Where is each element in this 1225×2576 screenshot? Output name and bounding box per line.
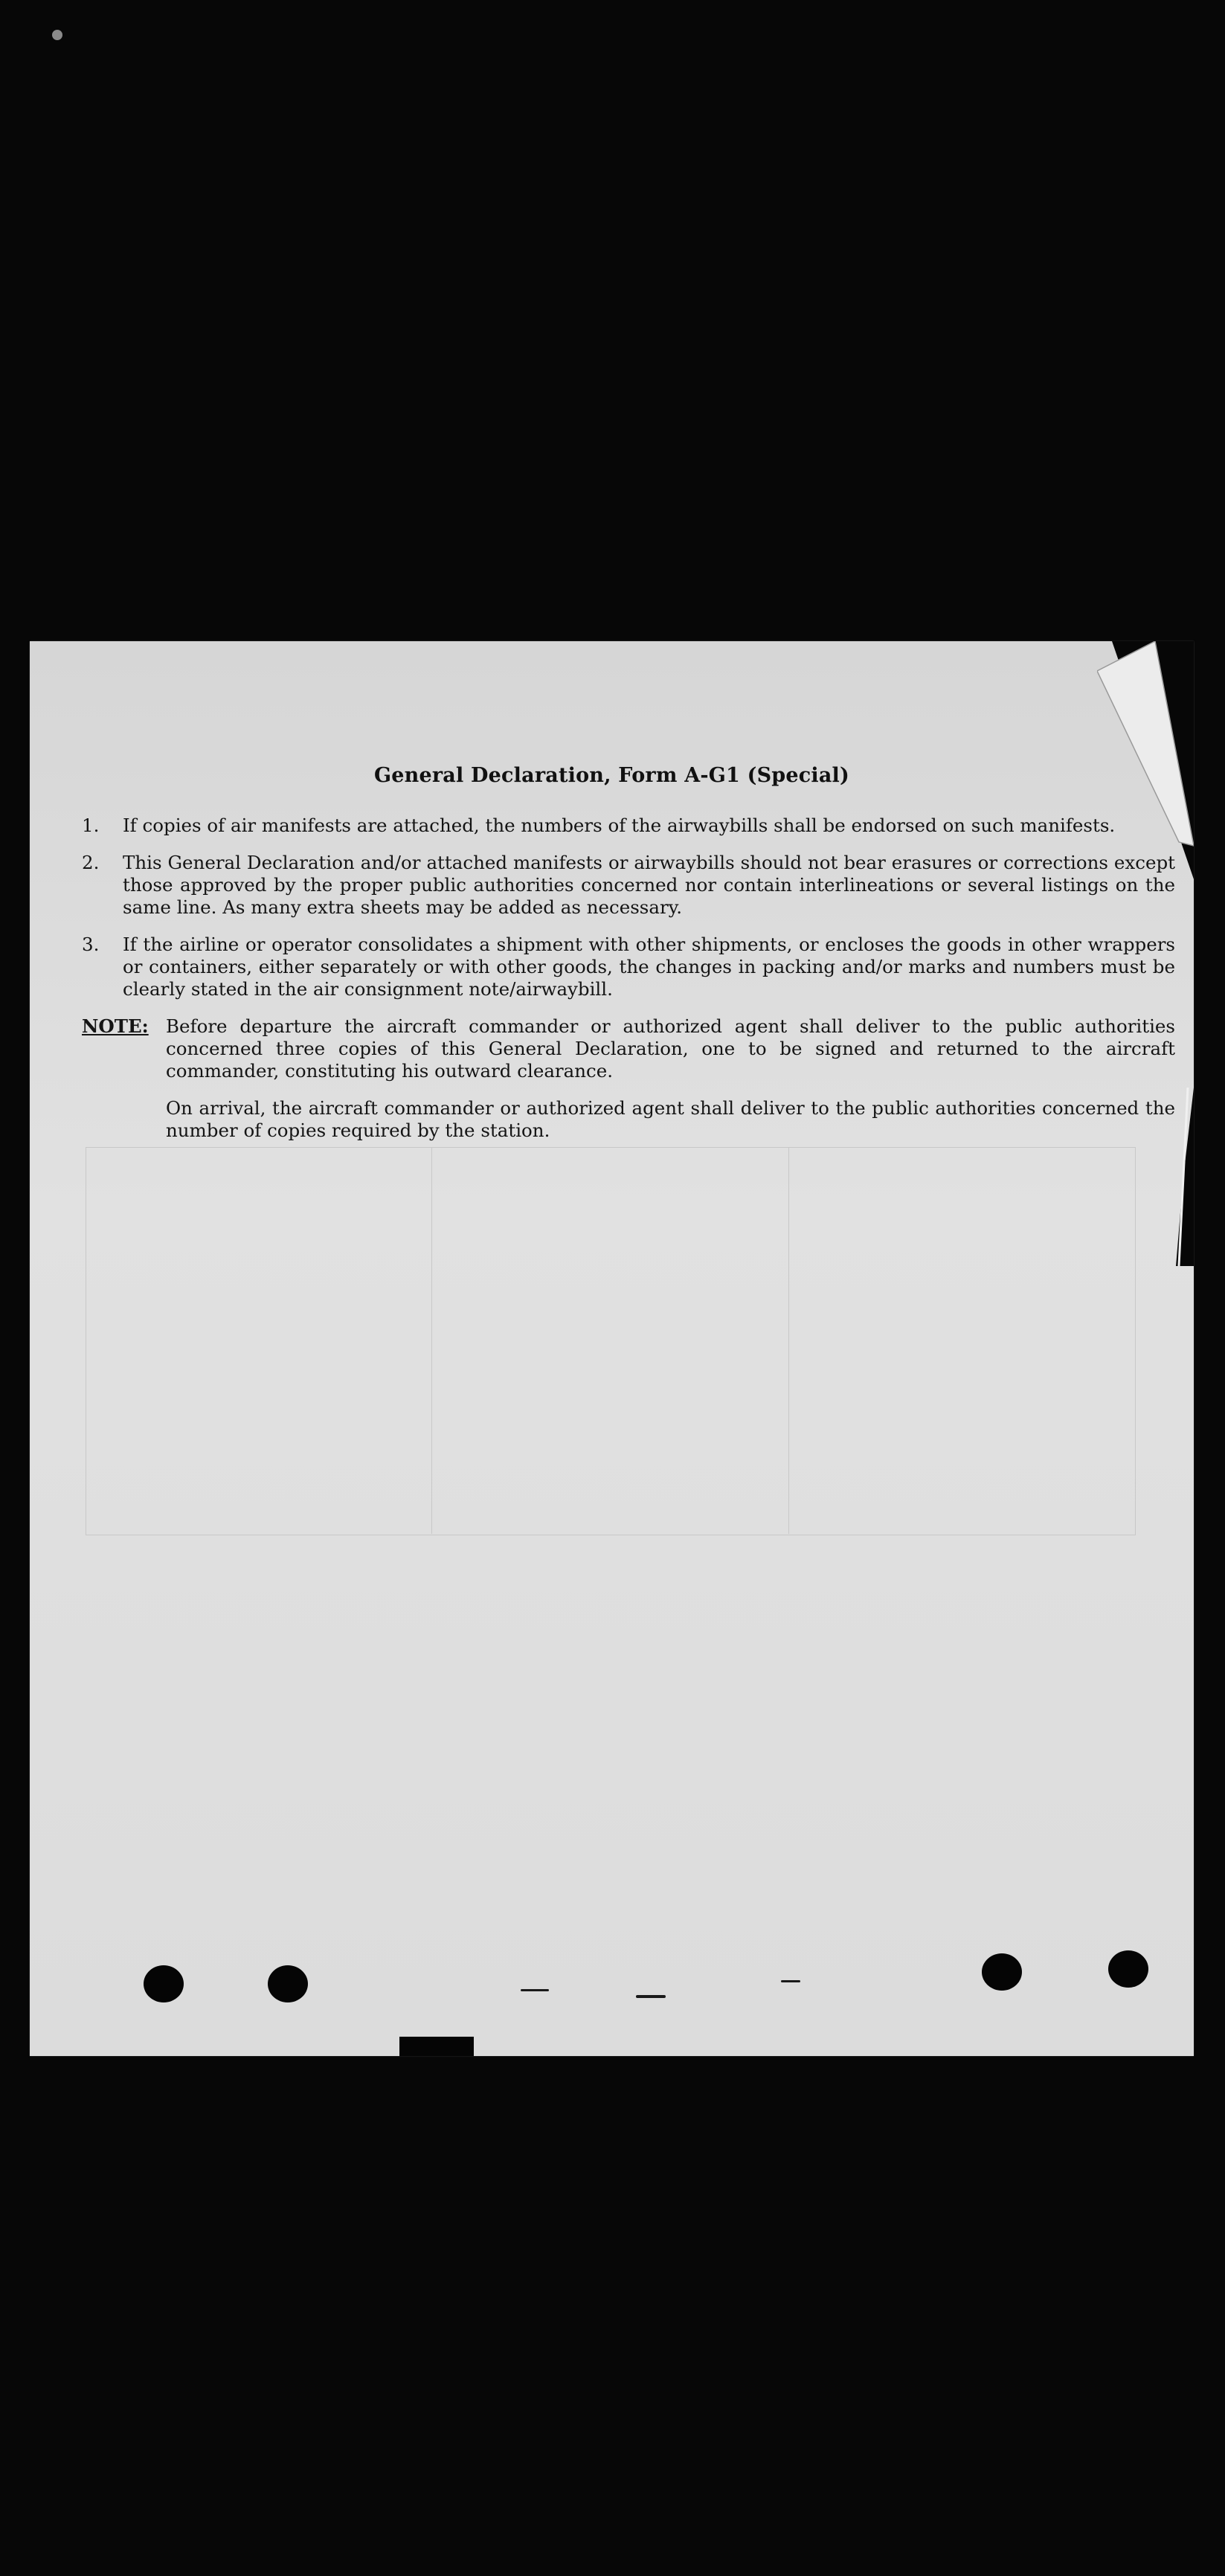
item-text: If copies of air manifests are attached, the numbers of the airwaybills shall be endorsed on such manifests. <box>123 815 1116 836</box>
note-paragraph: Before departure the aircraft commander or authorized agent shall deliver to the public authorities concerned three copies of this General Declaration, one to be signed and returned to the aircraft commander, constituting his outward clearance. <box>166 1015 1175 1082</box>
note-label: NOTE: <box>82 1015 149 1037</box>
instruction-item <box>82 852 1175 919</box>
ink-speck <box>781 1980 800 1982</box>
item-number: 3. <box>82 934 100 955</box>
ink-speck <box>521 1989 549 1991</box>
punch-hole <box>1108 1950 1148 1988</box>
instruction-item <box>82 934 1175 1000</box>
item-number: 2. <box>82 852 100 873</box>
item-text: If the airline or operator consolidates a shipment with other shipments, or encloses the goods in other wrappers or containers, either separately or with other goods, the changes in packing and/or marks and numbers must be clearly stated in the air consignment note/airwaybill. <box>123 934 1175 1000</box>
scan-speck <box>52 30 62 40</box>
instruction-list <box>82 815 1175 1157</box>
note-paragraph: On arrival, the aircraft commander or authorized agent shall deliver to the public authorities concerned the number of copies required by the station. <box>166 1097 1175 1141</box>
item-number: 1. <box>82 815 100 836</box>
note-section <box>82 1015 1175 1157</box>
punch-hole <box>144 1965 184 2002</box>
note-body <box>166 1015 1175 1157</box>
torn-edge <box>1176 1088 1194 1266</box>
punch-hole <box>268 1965 308 2002</box>
item-text: This General Declaration and/or attached manifests or airwaybills should not bear erasures or corrections except those approved by the proper public authorities concerned nor contain interlineations or several listings on the same line. As many extra sheets may be added as necessary. <box>123 852 1175 918</box>
form-title: General Declaration, Form A-G1 (Special) <box>374 764 849 787</box>
binding-tab <box>399 2037 474 2056</box>
punch-hole <box>982 1953 1022 1991</box>
ink-speck <box>636 1995 666 1998</box>
document-page <box>30 641 1194 2056</box>
instruction-item <box>82 815 1175 837</box>
